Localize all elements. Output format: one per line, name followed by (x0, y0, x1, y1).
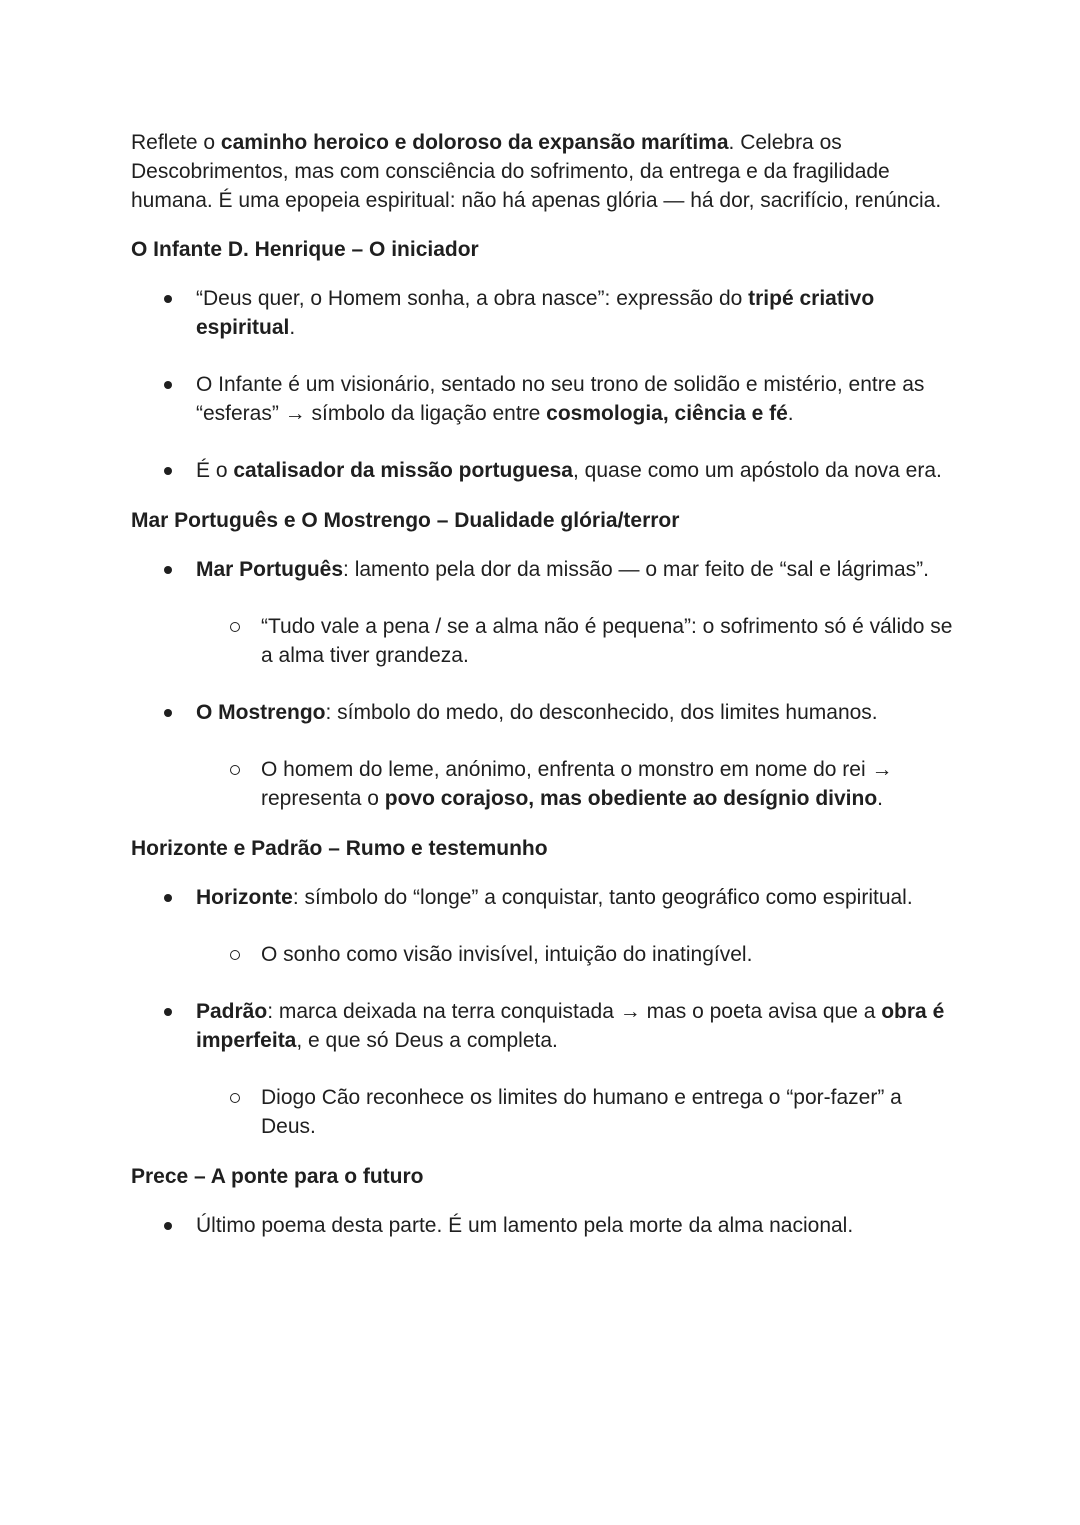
bullet-icon (164, 295, 172, 303)
section-heading-mar-portugues: Mar Português e O Mostrengo – Dualidade glória/terror (131, 509, 680, 532)
intro-paragraph: Reflete o caminho heroico e doloroso da expansão marítima. Celebra os Descobrimentos, mas com consciência do sofrimento, da entrega e da fragilidade humana. É uma epopeia espiritual: não há apenas glória — há dor, sacrifício, renúncia. (131, 131, 942, 212)
list-item: É o catalisador da missão portuguesa, quase como um apóstolo da nova era. (131, 456, 961, 485)
sub-list-item: O homem do leme, anónimo, enfrenta o monstro em nome do rei → representa o povo corajoso, mas obediente ao desígnio divino. (131, 755, 961, 813)
list-item: Padrão: marca deixada na terra conquistada → mas o poeta avisa que a obra é imperfeita, e que só Deus a completa. (131, 997, 961, 1055)
document-page (131, 128, 961, 1268)
hollow-bullet-icon (230, 1093, 240, 1103)
bullet-icon (164, 1008, 172, 1016)
bullet-icon (164, 709, 172, 717)
section-heading-infante: O Infante D. Henrique – O iniciador (131, 238, 479, 261)
list-item: Último poema desta parte. É um lamento pela morte da alma nacional. (131, 1211, 961, 1240)
list-item: O Infante é um visionário, sentado no seu trono de solidão e mistério, entre as “esferas” → símbolo da ligação entre cosmologia, ciência e fé. (131, 370, 961, 428)
hollow-bullet-icon (230, 950, 240, 960)
list-item: Horizonte: símbolo do “longe” a conquistar, tanto geográfico como espiritual. (131, 883, 961, 912)
section-heading-horizonte: Horizonte e Padrão – Rumo e testemunho (131, 837, 548, 860)
hollow-bullet-icon (230, 765, 240, 775)
list-item: O Mostrengo: símbolo do medo, do desconhecido, dos limites humanos. (131, 698, 961, 727)
list-item: “Deus quer, o Homem sonha, a obra nasce”: expressão do tripé criativo espiritual. (131, 284, 961, 342)
bullet-icon (164, 566, 172, 574)
sub-list-item: Diogo Cão reconhece os limites do humano e entrega o “por-fazer” a Deus. (131, 1083, 961, 1141)
bullet-icon (164, 894, 172, 902)
sub-list-item: O sonho como visão invisível, intuição do inatingível. (131, 940, 961, 969)
bullet-icon (164, 1222, 172, 1230)
bullet-icon (164, 381, 172, 389)
sub-list-item: “Tudo vale a pena / se a alma não é pequena”: o sofrimento só é válido se a alma tiver grandeza. (131, 612, 961, 670)
section-heading-prece: Prece – A ponte para o futuro (131, 1165, 424, 1188)
hollow-bullet-icon (230, 622, 240, 632)
list-item: Mar Português: lamento pela dor da missão — o mar feito de “sal e lágrimas”. (131, 555, 961, 584)
bullet-icon (164, 467, 172, 475)
